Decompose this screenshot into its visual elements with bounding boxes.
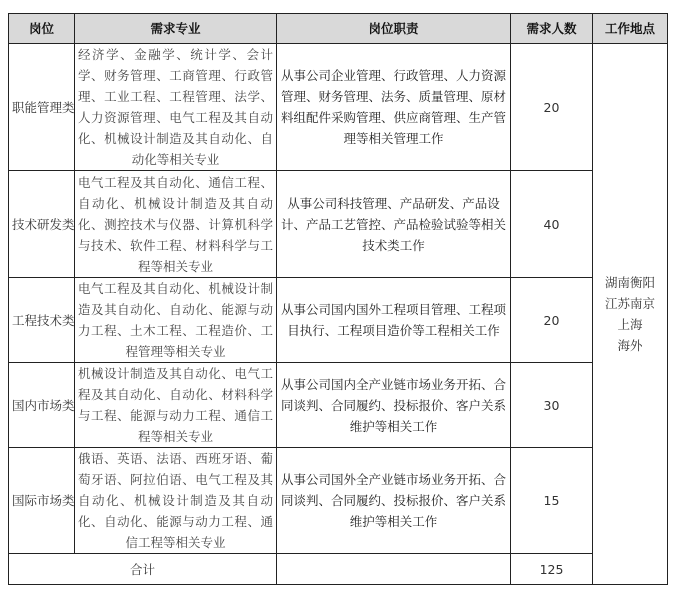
table-row [9,363,668,448]
majors-cell: 电气工程及其自动化、通信工程、自动化、机械设计制造及其自动化、测控技术与仪器、计算机科学与技术、软件工程、材料科学与工程等相关专业 [75,171,277,278]
total-label: 合计 [9,554,277,585]
table-row [9,171,668,278]
table-row [9,448,668,554]
location-item: 江苏南京 [604,296,655,311]
header-position: 岗位 [9,14,75,44]
position-cell: 国内市场类 [9,363,75,448]
majors-cell: 经济学、金融学、统计学、会计学、财务管理、工商管理、行政管理、工业工程、工程管理、法学、人力资源管理、电气工程及其自动化、机械设计制造及其自动化、自动化等相关专业 [75,44,277,171]
position-cell: 国际市场类 [9,448,75,554]
count-cell: 40 [511,171,593,278]
table-row [9,278,668,363]
total-count: 125 [511,554,593,585]
total-row [9,554,668,585]
table-header-row [9,14,668,44]
duties-cell: 从事公司国内全产业链市场业务开拓、合同谈判、合同履约、投标报价、客户关系维护等相关工作 [277,363,511,448]
header-duties: 岗位职责 [277,14,511,44]
location-item: 上海 [617,317,643,332]
duties-cell: 从事公司企业管理、行政管理、人力资源管理、财务管理、法务、质量管理、原材料组配件采购管理、供应商管理、生产管理等相关管理工作 [277,44,511,171]
header-location: 工作地点 [593,14,668,44]
total-empty-cell [277,554,511,585]
position-cell: 工程技术类 [9,278,75,363]
majors-cell: 机械设计制造及其自动化、电气工程及其自动化、自动化、材料科学与工程、能源与动力工程、通信工程等相关专业 [75,363,277,448]
count-cell: 20 [511,278,593,363]
count-cell: 20 [511,44,593,171]
duties-cell: 从事公司国内国外工程项目管理、工程项目执行、工程项目造价等工程相关工作 [277,278,511,363]
location-item: 湖南衡阳 [604,275,655,290]
majors-cell: 电气工程及其自动化、机械设计制造及其自动化、自动化、能源与动力工程、土木工程、工程造价、工程管理等相关专业 [75,278,277,363]
header-majors: 需求专业 [75,14,277,44]
position-cell: 技术研发类 [9,171,75,278]
header-count: 需求人数 [511,14,593,44]
position-cell: 职能管理类 [9,44,75,171]
count-cell: 15 [511,448,593,554]
location-cell [593,44,668,585]
table-row [9,44,668,171]
location-item: 海外 [617,338,643,353]
duties-cell: 从事公司国外全产业链市场业务开拓、合同谈判、合同履约、投标报价、客户关系维护等相关工作 [277,448,511,554]
count-cell: 30 [511,363,593,448]
recruitment-table [8,13,668,585]
majors-cell: 俄语、英语、法语、西班牙语、葡萄牙语、阿拉伯语、电气工程及其自动化、机械设计制造及其自动化、自动化、能源与动力工程、通信工程等相关专业 [75,448,277,554]
duties-cell: 从事公司科技管理、产品研发、产品设计、产品工艺管控、产品检验试验等相关技术类工作 [277,171,511,278]
